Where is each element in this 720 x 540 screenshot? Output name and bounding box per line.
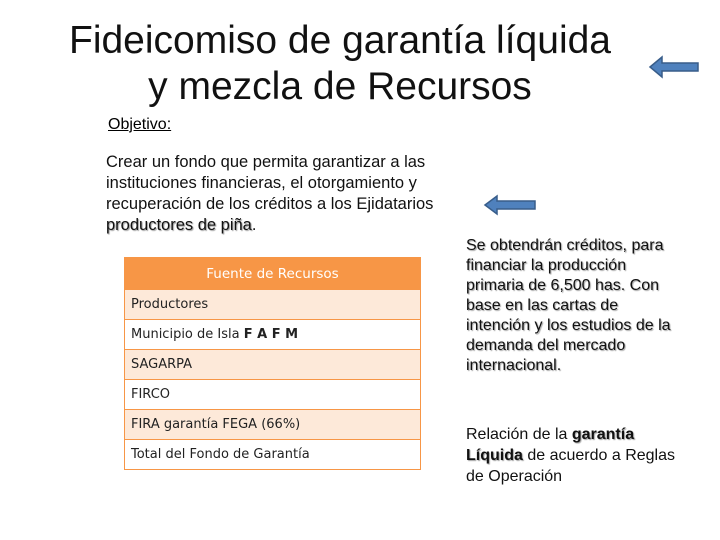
table-cell (125, 290, 421, 320)
table-row (125, 350, 421, 380)
left-arrow-icon (648, 55, 700, 79)
table-cell (125, 350, 421, 380)
table-cell-bold: F A F M (243, 327, 299, 342)
table-cell-text: Productores (131, 297, 209, 312)
table-cell (125, 320, 421, 350)
title-line-1: Fideicomiso de garantía líquida (69, 19, 611, 62)
guarantee-note-bold: garantía Líquida (466, 426, 635, 464)
table-row (125, 410, 421, 440)
table-row (125, 440, 421, 470)
credits-note: Se obtendrán créditos, para financiar la producción primaria de 6,500 has. Con base en las cartas de intención y los estudios de la demanda del mercado internacional. (466, 237, 671, 374)
funding-sources-table (124, 257, 421, 470)
objective-label: Objetivo: (108, 116, 172, 133)
table-cell (125, 380, 421, 410)
table-cell (125, 410, 421, 440)
table-row (125, 290, 421, 320)
table-cell-text: Total del Fondo de Garantía (131, 447, 310, 462)
table-cell-text: FIRA garantía FEGA (66%) (131, 417, 301, 432)
guarantee-note-post: de acuerdo a Reglas de Operación (466, 447, 675, 485)
guarantee-note (466, 424, 676, 487)
table-row (125, 320, 421, 350)
table-cell-text: FIRCO (131, 387, 171, 402)
objective-end: . (251, 216, 257, 234)
table-cell (125, 440, 421, 470)
objective-text (106, 152, 496, 236)
guarantee-note-pre: Relación de la (466, 426, 572, 443)
objective-emphasis: productores de piña (106, 216, 252, 234)
objective-sentence: Crear un fondo que permita garantizar a las instituciones financieras, el otorgamiento y recuperación de los créditos a los Ejidatarios (106, 153, 434, 213)
slide-title (40, 18, 640, 110)
title-line-2: y mezcla de Recursos (148, 65, 532, 108)
table-header: Fuente de Recursos (125, 258, 421, 290)
table-row (125, 380, 421, 410)
table-cell-text: SAGARPA (131, 357, 193, 372)
table-cell-text: Municipio de Isla (131, 327, 244, 342)
left-arrow-icon (483, 194, 537, 216)
